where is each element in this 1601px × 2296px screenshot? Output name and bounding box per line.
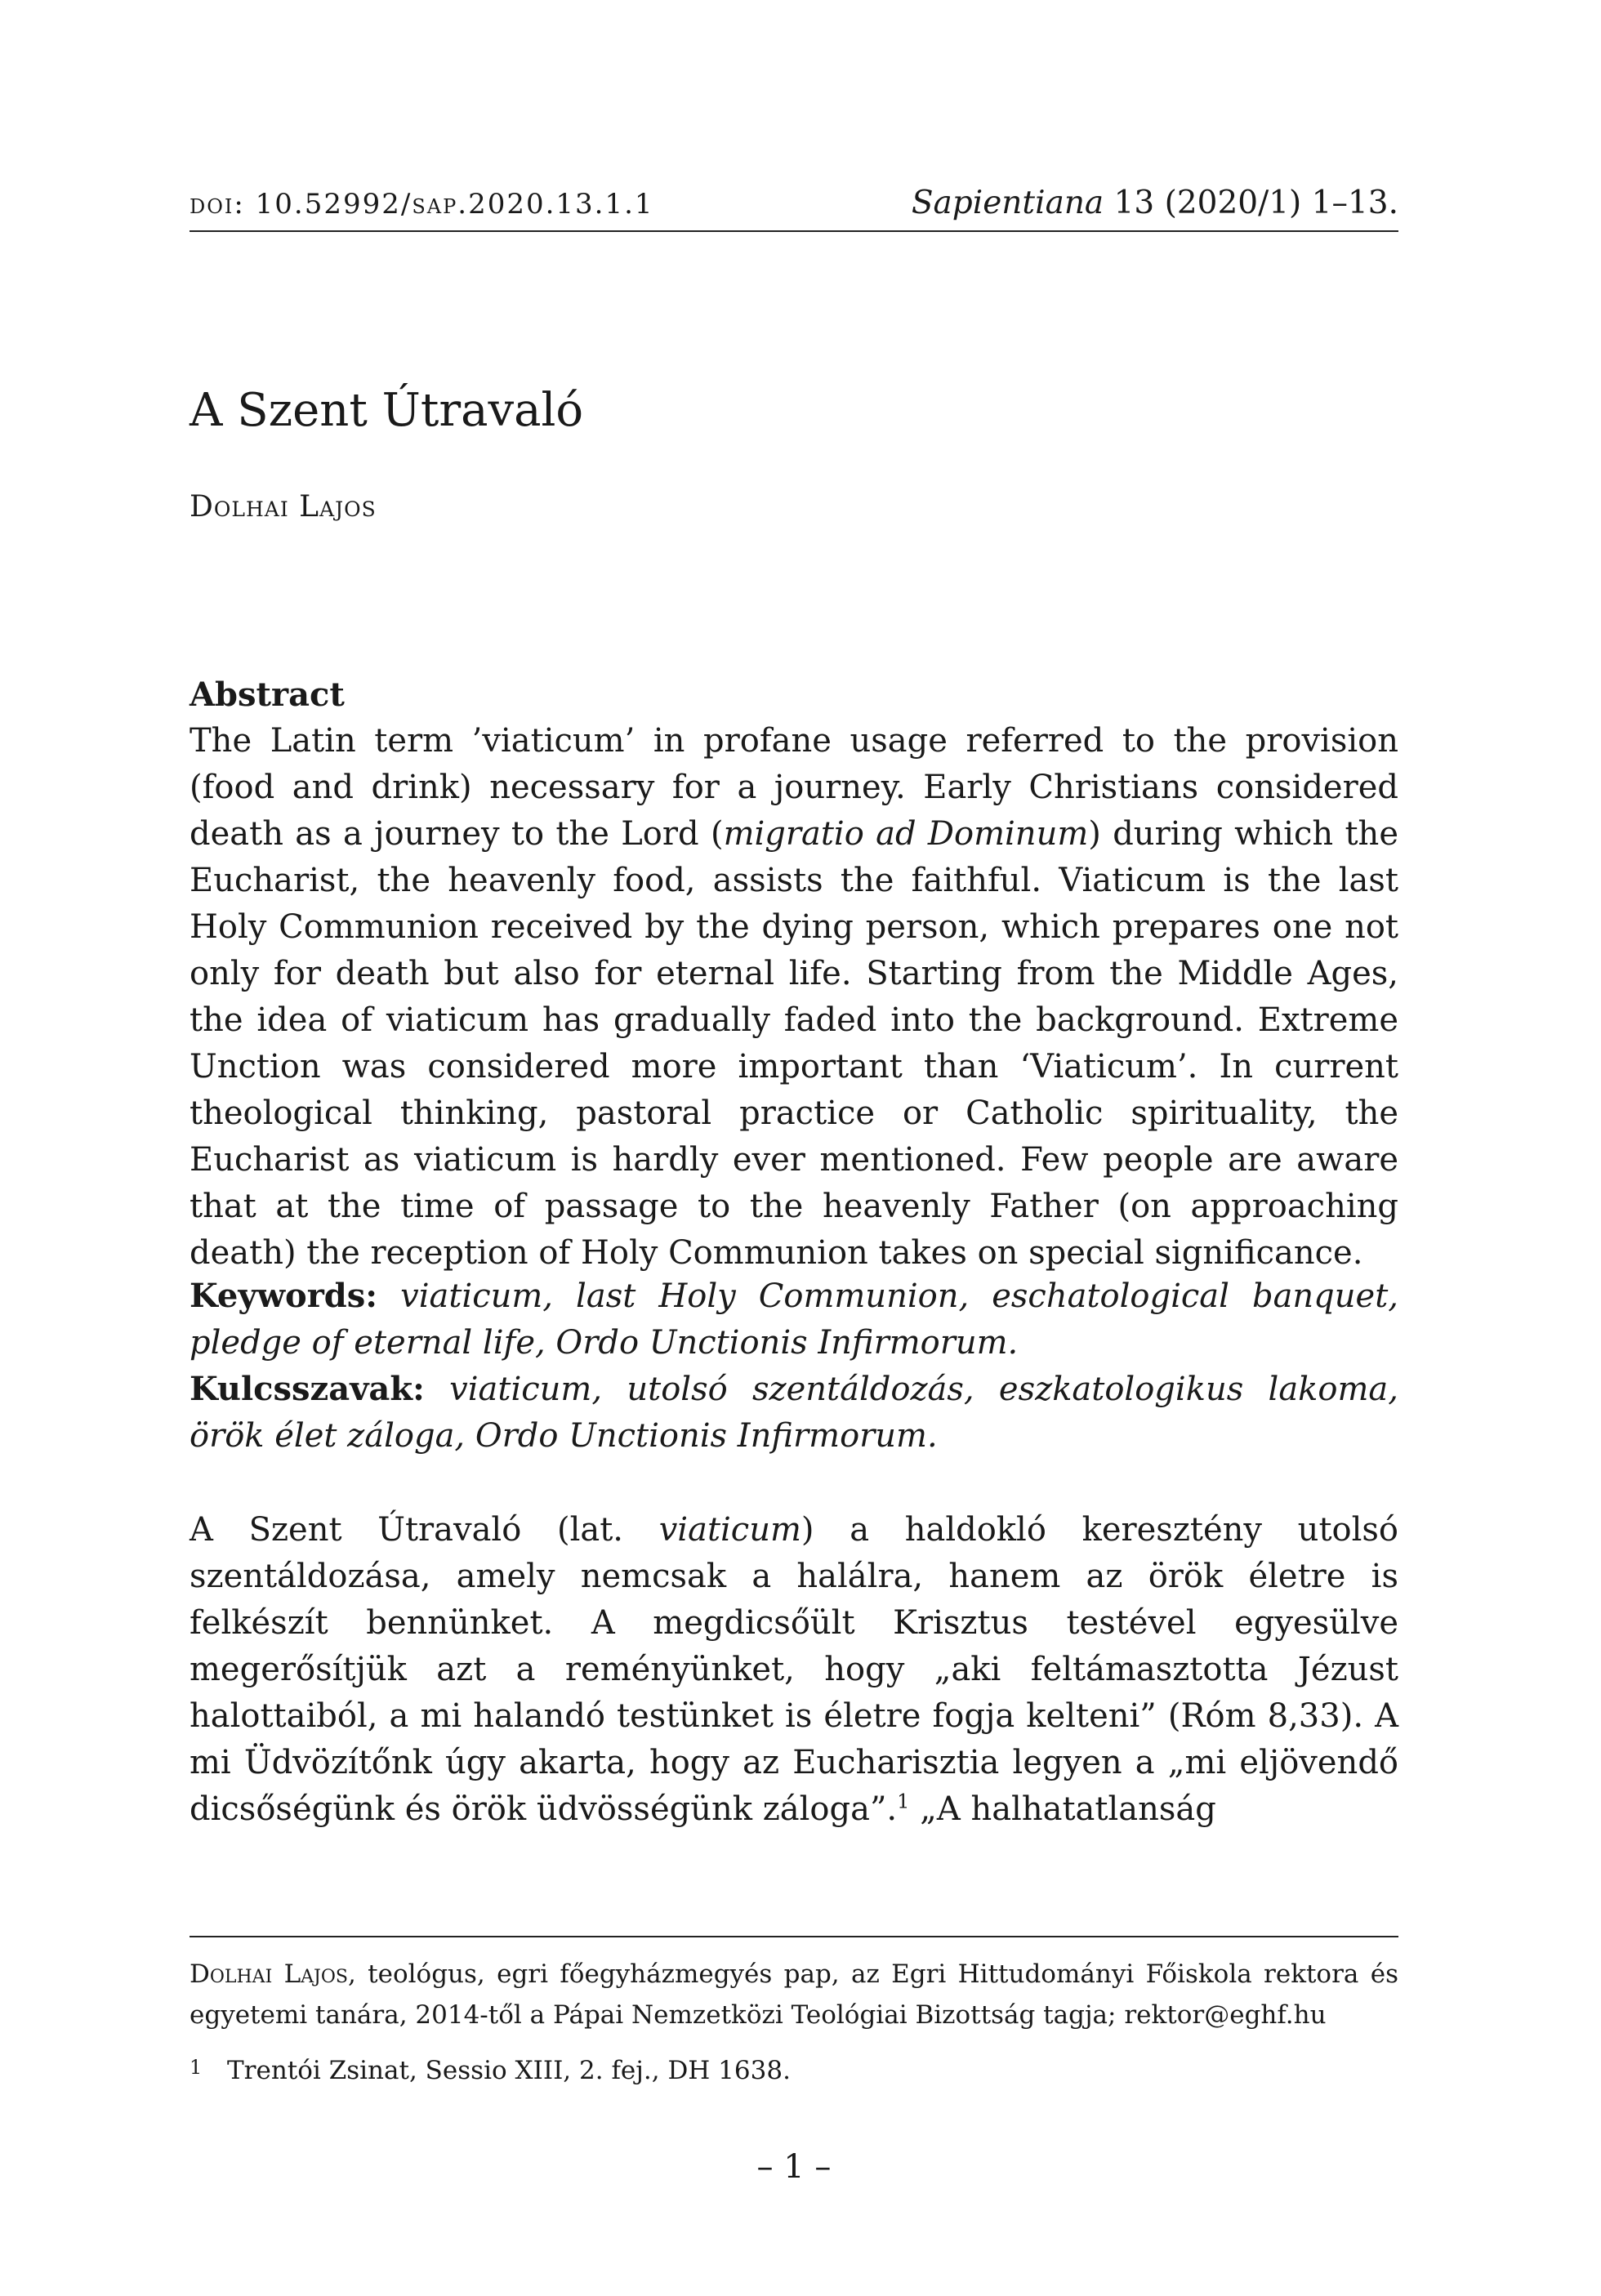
- author-footnote: Dolhai Lajos, teológus, egri főegyházmegyés pap, az Egri Hittudományi Főiskola rektora és egyetemi tanára, 2014-től a Pápai Nemzetközi Teológiai Bizottság tagja; rektor@eghf.hu: [190, 1959, 1398, 2030]
- abstract-text: The Latin term ’viaticum’ in profane usage referred to the provision (food and drink) necessary for a journey. Early Christians considered death as a journey to the Lord (migratio ad Dominum) during which the Eucharist, the heavenly food, assists the faithful. Viaticum is the last Holy Communion received by the dying person, which prepares one not only for death but also for eternal life. Starting from the Middle Ages, the idea of viaticum has gradually faded into the background. Extreme Unction was considered more important than ‘Viaticum’. In current theological thinking, pastoral practice or Catholic spirituality, the Eucharist as viaticum is hardly ever mentioned. Few people are aware that at the time of passage to the heavenly Father (on approaching death) the reception of Holy Communion takes on special significance.: [190, 722, 1398, 1272]
- keywords-text: viaticum, last Holy Communion, eschatological banquet, pledge of eternal life, Ordo Unctionis Infirmorum.: [190, 1277, 1399, 1362]
- footnote-number: 1: [190, 2056, 203, 2079]
- footnote-ref[interactable]: 1: [897, 1790, 910, 1813]
- author-name: Dolhai Lajos: [190, 490, 377, 524]
- page-number: – 1 –: [756, 2148, 832, 2186]
- footnote-separator: [190, 1936, 1398, 1937]
- kulcsszavak-label: Kulcsszavak:: [190, 1370, 425, 1408]
- page: [190, 0, 1398, 2296]
- kulcsszavak-text: viaticum, utolsó szentáldozás, eszkatologikus lakoma, örök élet záloga, Ordo Unctionis Infirmorum.: [190, 1371, 1398, 1455]
- abstract: [190, 671, 1398, 1277]
- running-header: [190, 181, 1398, 232]
- footnote-1: 1 Trentói Zsinat, Sessio XIII, 2. fej., DH 1638.: [190, 2047, 1398, 2091]
- keywords-hu: [190, 1366, 1398, 1460]
- article-title: A Szent Útravaló: [190, 384, 584, 437]
- keywords-en: [190, 1273, 1398, 1366]
- keywords-label: Keywords:: [190, 1277, 378, 1315]
- body-paragraph: A Szent Útravaló (lat. viaticum) a haldokló keresztény utolsó szentáldozása, amely nemcsak a halálra, hanem az örök életre is felkészít bennünket. A megdicsőült Krisztus testével egyesülve megerősítjük azt a reményünket, hogy „aki feltámasztotta Jézust halottaiból, a mi halandó testünket is életre fogja kelteni” (Róm 8,33). A mi Üdvözítőnk úgy akarta, hogy az Eucharisztia legyen a „mi eljövendő dicsőségünk és örök üdvösségünk záloga”.$^1$ „A halhatatlanság: [190, 1511, 1399, 1828]
- journal-citation: Sapientiana 13 (2020/1) 1–13.: [911, 185, 1398, 221]
- journal-name: Sapientiana: [911, 185, 1104, 221]
- doi[interactable]: doi: 10.52992/sap.2020.13.1.1: [190, 188, 654, 221]
- abstract-heading: Abstract: [190, 675, 345, 714]
